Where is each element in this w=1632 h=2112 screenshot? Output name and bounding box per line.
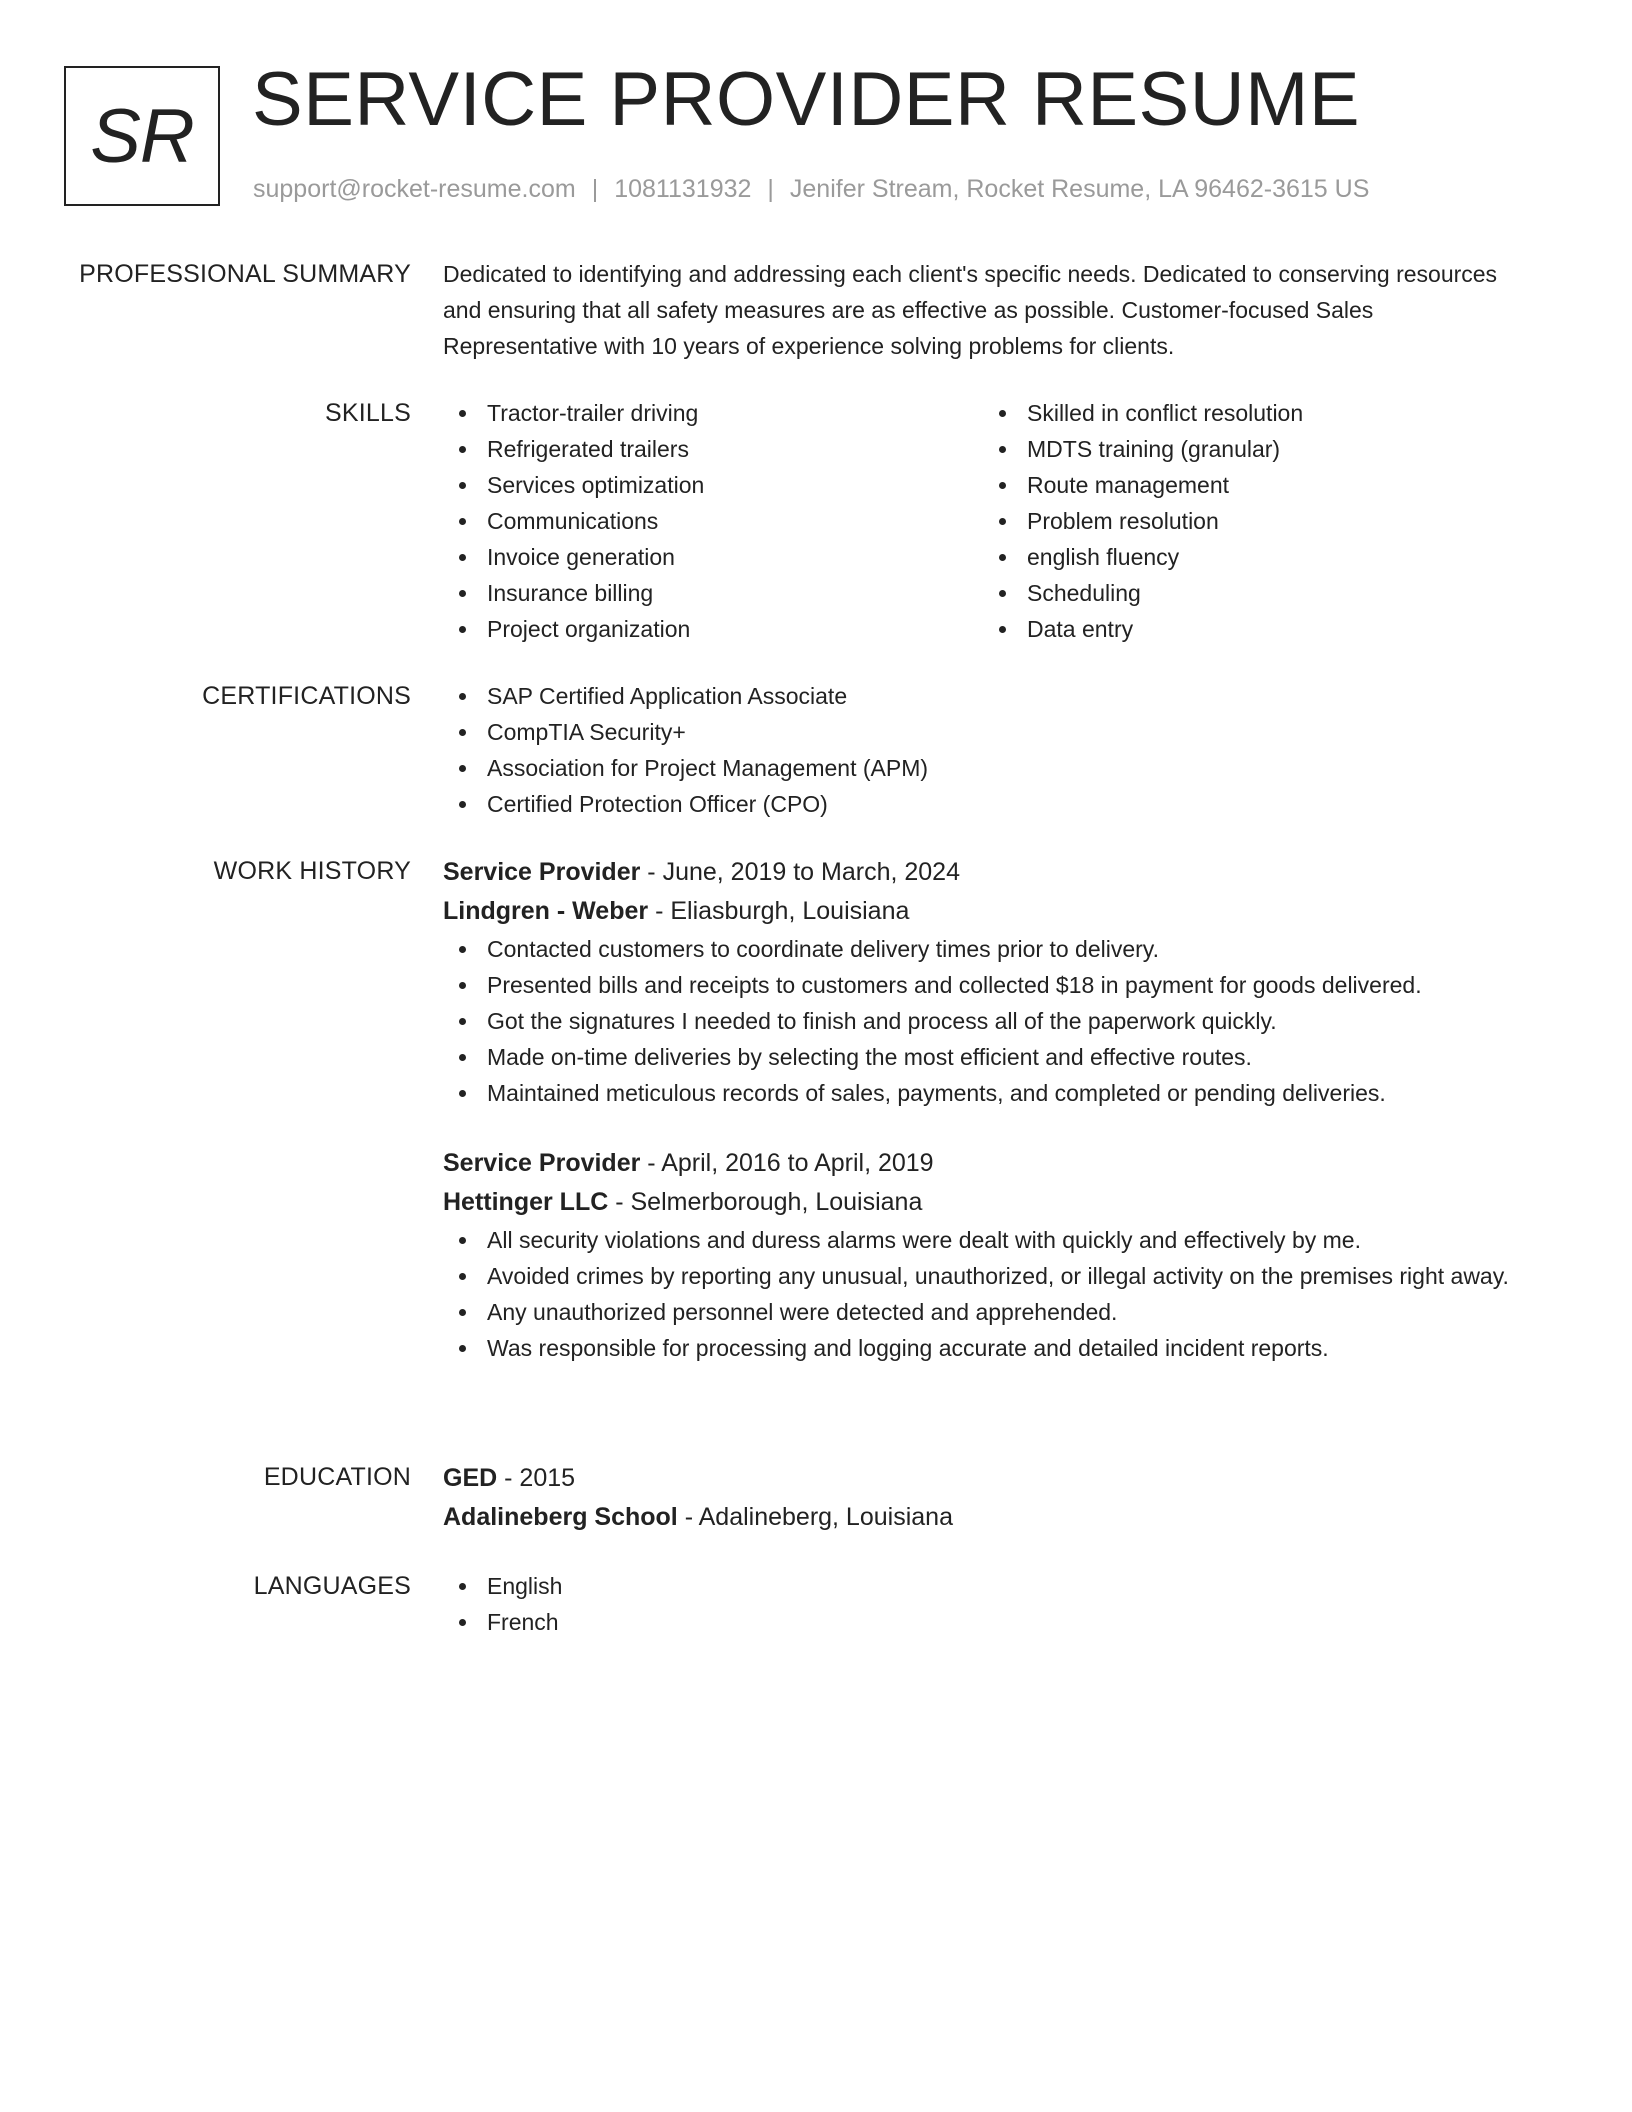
list-item: Scheduling (983, 575, 1523, 611)
job-bullets (443, 1222, 1523, 1366)
list-item: Made on-time deliveries by selecting the most efficient and effective routes. (443, 1039, 1523, 1075)
summary-text: Dedicated to identifying and addressing each client's specific needs. Dedicated to conserving resources and ensuring that all safety measures are as effective as possible. Customer-focused Sales Representative with 10 years of experience solving problems for clients. (443, 261, 1498, 359)
contact-line (253, 172, 1369, 206)
list-item: Any unauthorized personnel were detected and apprehended. (443, 1294, 1523, 1330)
list-item: Got the signatures I needed to finish and process all of the paperwork quickly. (443, 1003, 1523, 1039)
job-dates: - April, 2016 to April, 2019 (647, 1149, 934, 1177)
education-school-line (443, 1498, 1523, 1537)
job-title: Service Provider (443, 858, 641, 886)
list-item: Project organization (443, 611, 983, 647)
education-degree-line (443, 1459, 1523, 1498)
section-label-work-history: WORK HISTORY (213, 857, 411, 885)
skills-body (443, 395, 1523, 647)
certifications-list (443, 678, 1523, 822)
job-title-line (443, 853, 1523, 892)
contact-separator: | (767, 175, 774, 203)
education-school: Adalineberg School (443, 1503, 678, 1531)
skills-list-left (443, 395, 983, 647)
list-item: Presented bills and receipts to customers and collected $18 in payment for goods delivered. (443, 967, 1523, 1003)
section-label-summary: PROFESSIONAL SUMMARY (79, 260, 411, 288)
list-item: Problem resolution (983, 503, 1523, 539)
list-item: Tractor-trailer driving (443, 395, 983, 431)
summary-body (443, 256, 1523, 364)
list-item: Certified Protection Officer (CPO) (443, 786, 1523, 822)
languages-body (443, 1568, 1523, 1640)
list-item: Data entry (983, 611, 1523, 647)
list-item: All security violations and duress alarms were dealt with quickly and effectively by me. (443, 1222, 1523, 1258)
contact-separator: | (591, 175, 599, 203)
list-item: Route management (983, 467, 1523, 503)
education-body (443, 1459, 1523, 1537)
job-title-line (443, 1144, 1523, 1183)
list-item: French (443, 1604, 1523, 1640)
resume-title: SERVICE PROVIDER RESUME (252, 57, 1361, 142)
education-degree: GED (443, 1464, 498, 1492)
job-company-line (443, 1183, 1523, 1222)
job-title: Service Provider (443, 1149, 641, 1177)
list-item: Avoided crimes by reporting any unusual, unauthorized, or illegal activity on the premises right away. (443, 1258, 1523, 1294)
skills-list-right (983, 395, 1523, 647)
list-item: Contacted customers to coordinate delivery times prior to delivery. (443, 931, 1523, 967)
job-dates: - June, 2019 to March, 2024 (647, 858, 960, 886)
monogram-initials: SR (90, 93, 194, 179)
list-item: Refrigerated trailers (443, 431, 983, 467)
job-location: - Eliasburgh, Louisiana (655, 897, 910, 925)
list-item: SAP Certified Application Associate (443, 678, 1523, 714)
education-year: - 2015 (504, 1464, 576, 1492)
list-item: Insurance billing (443, 575, 983, 611)
list-item: Association for Project Management (APM) (443, 750, 1523, 786)
monogram-box (64, 66, 220, 206)
job-location: - Selmerborough, Louisiana (615, 1188, 923, 1216)
contact-email[interactable]: support@rocket-resume.com (253, 175, 576, 203)
contact-address: Jenifer Stream, Rocket Resume, LA 96462-3615 US (789, 175, 1370, 203)
list-item: Maintained meticulous records of sales, payments, and completed or pending deliveries. (443, 1075, 1523, 1111)
list-item: MDTS training (granular) (983, 431, 1523, 467)
list-item: Invoice generation (443, 539, 983, 575)
contact-phone[interactable]: 1081131932 (614, 175, 752, 203)
job-entry (443, 853, 1523, 1111)
work-history-body (443, 853, 1523, 1366)
list-item: english fluency (983, 539, 1523, 575)
section-label-languages: LANGUAGES (253, 1572, 411, 1600)
list-item: Services optimization (443, 467, 983, 503)
certifications-body (443, 678, 1523, 822)
section-label-education: EDUCATION (263, 1463, 411, 1491)
list-item: Was responsible for processing and logging accurate and detailed incident reports. (443, 1330, 1523, 1366)
job-company-line (443, 892, 1523, 931)
job-bullets (443, 931, 1523, 1111)
job-company: Lindgren - Weber (443, 897, 649, 925)
job-entry (443, 1144, 1523, 1366)
section-label-skills: SKILLS (325, 399, 411, 427)
section-label-certifications: CERTIFICATIONS (202, 682, 411, 710)
list-item: Communications (443, 503, 983, 539)
list-item: CompTIA Security+ (443, 714, 1523, 750)
list-item: English (443, 1568, 1523, 1604)
job-company: Hettinger LLC (443, 1188, 609, 1216)
list-item: Skilled in conflict resolution (983, 395, 1523, 431)
languages-list (443, 1568, 1523, 1640)
education-location: - Adalineberg, Louisiana (684, 1503, 953, 1531)
